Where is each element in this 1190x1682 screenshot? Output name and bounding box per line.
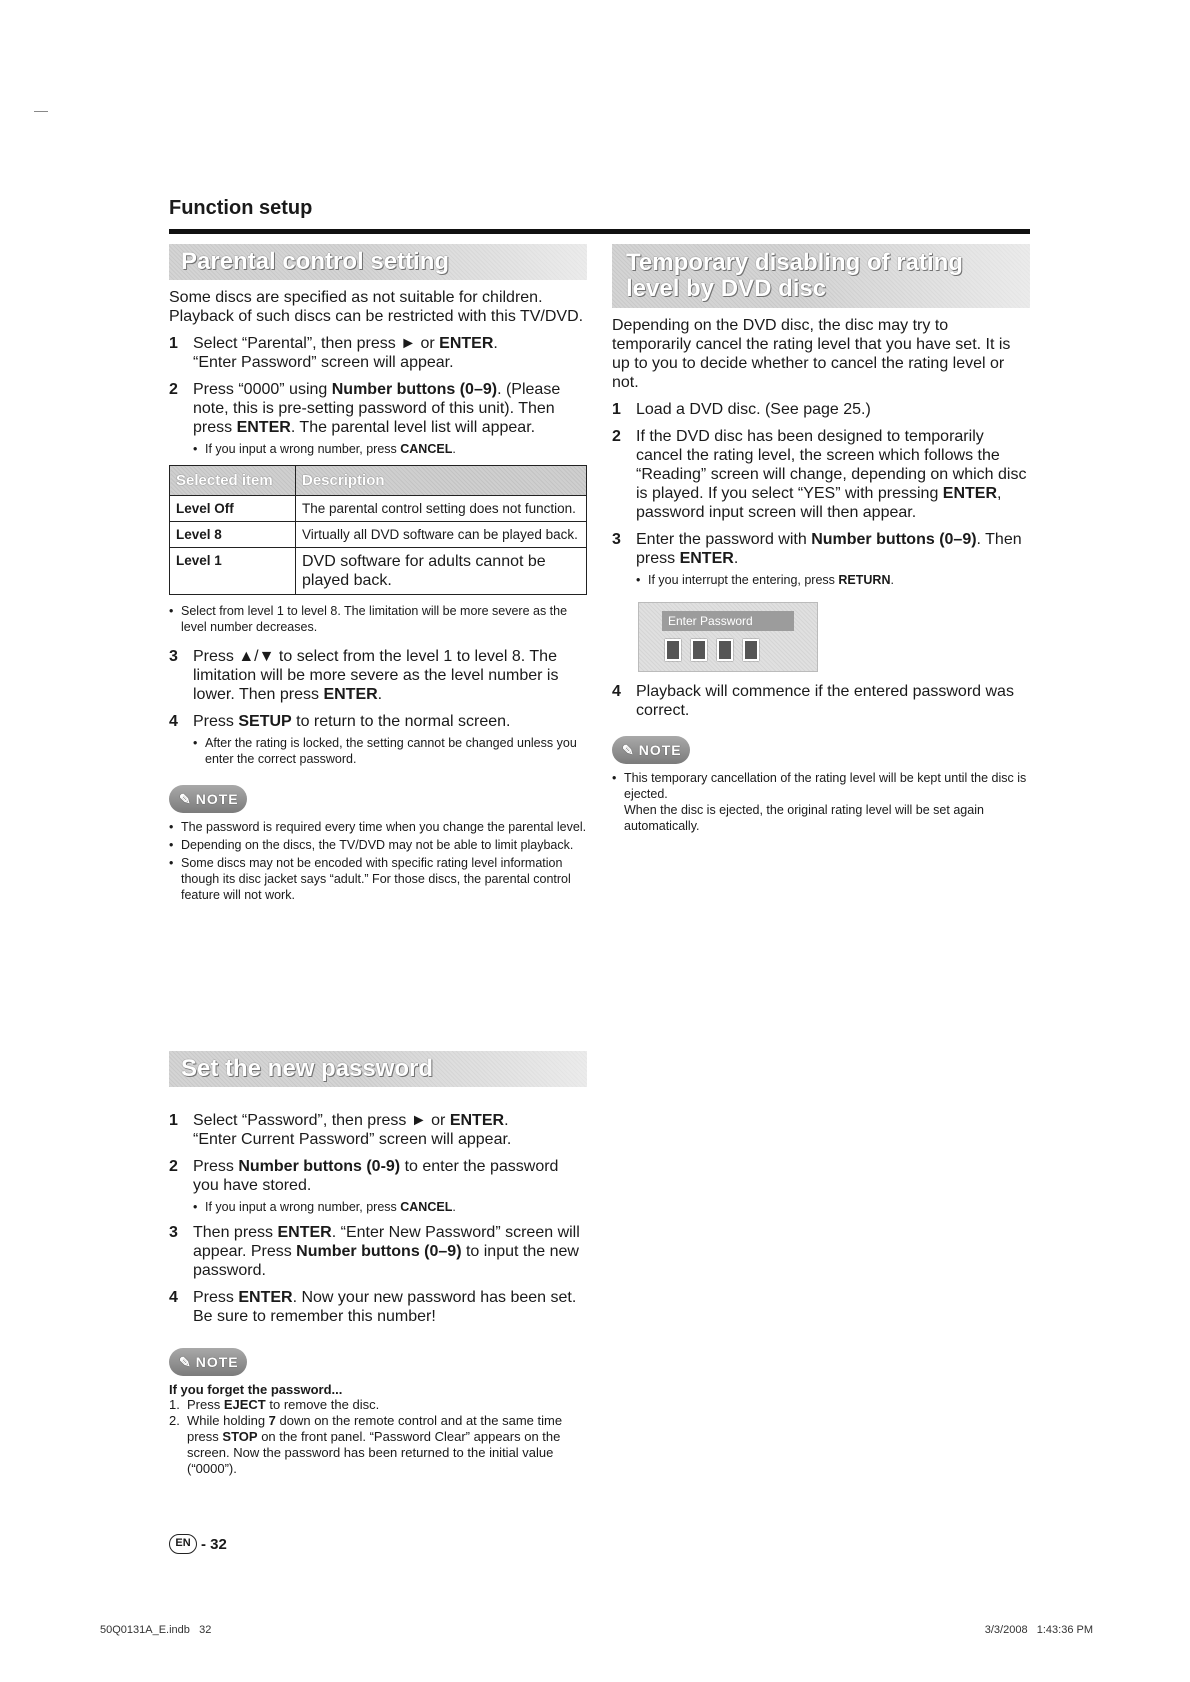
newpass-step-2: 2 Press Number buttons (0-9) to enter the password you have stored. • If you input a wrong number, press CANCEL. — [169, 1157, 587, 1215]
temporary-note — [612, 736, 1030, 834]
language-badge: EN — [169, 1534, 197, 1554]
table-row — [170, 522, 587, 548]
parental-intro: Some discs are specified as not suitable for children. Playback of such discs can be restricted with this TV/DVD. — [169, 289, 584, 325]
temporary-title: Temporary disabling of rating level by DVD disc — [612, 244, 1030, 308]
password-screen — [638, 602, 818, 672]
newpass-steps — [169, 1111, 587, 1326]
parental-step-1: 1 Select “Parental”, then press ► or ENTER. “Enter Password” screen will appear. — [169, 335, 498, 371]
note-item: • Some discs may not be encoded with specific rating level information though its disc jacket says “adult.” For those discs, the parental control feature will not work. — [169, 855, 587, 903]
temporary-intro: Depending on the DVD disc, the disc may try to temporarily cancel the rating level that you have set. It is up to you to decide whether to cancel the rating level or not. — [612, 317, 1011, 391]
password-digit — [665, 639, 681, 661]
table-footnote: • Select from level 1 to level 8. The limitation will be more severe as the level number decreases. — [169, 603, 587, 635]
password-digit — [691, 639, 707, 661]
newpass-step-3: 3 Then press ENTER. “Enter New Password” screen will appear. Press Number buttons (0–9) to input the new password. — [169, 1224, 580, 1279]
pencil-icon: ✎ — [179, 791, 192, 807]
forget-step-1: 1. Press EJECT to remove the disc. — [169, 1397, 380, 1412]
parental-steps-cont — [169, 647, 587, 767]
note-badge: ✎ NOTE — [169, 785, 247, 813]
password-digit — [743, 639, 759, 661]
parental-note — [169, 785, 587, 903]
note-item: • The password is required every time when you change the parental level. — [169, 819, 587, 835]
temporary-step-1: 1 Load a DVD disc. (See page 25.) — [612, 401, 871, 418]
password-screen-label: Enter Password — [662, 611, 794, 631]
parental-step-3: 3 Press ▲/▼ to select from the level 1 to level 8. The limitation will be more severe as the level number is lower. Then press ENTER. — [169, 648, 559, 703]
note-badge: ✎ NOTE — [612, 736, 690, 764]
temporary-step-3: 3 Enter the password with Number buttons (0–9). Then press ENTER. • If you interrupt the entering, press RETURN. — [612, 530, 1030, 588]
parental-section — [169, 244, 587, 905]
temporary-steps-cont — [612, 682, 1030, 720]
table-header: Selected item — [170, 466, 296, 496]
note-item: • This temporary cancellation of the rating level will be kept until the disc is ejected. When the disc is ejected, the original rating level will be set again automatically. — [612, 770, 1030, 834]
section-title: Function setup — [169, 197, 313, 219]
table-row — [170, 496, 587, 522]
newpass-step-4: 4 Press ENTER. Now your new password has been set. Be sure to remember this number! — [169, 1289, 577, 1325]
note-item: • Depending on the discs, the TV/DVD may not be able to limit playback. — [169, 837, 587, 853]
parental-title: Parental control setting — [169, 244, 587, 280]
temporary-steps — [612, 400, 1030, 588]
temporary-section — [612, 244, 1030, 836]
pencil-icon: ✎ — [179, 1354, 192, 1370]
footer-file: 50Q0131A_E.indb 32 — [100, 1624, 212, 1636]
table-header: Description — [296, 466, 587, 496]
newpass-note — [169, 1348, 587, 1477]
table-header-row — [170, 466, 587, 496]
table-cell-desc: The parental control setting does not function. — [296, 496, 587, 522]
footer-timestamp: 3/3/2008 1:43:36 PM — [984, 1624, 1093, 1636]
newpass-title: Set the new password — [169, 1051, 587, 1087]
table-cell-desc: DVD software for adults cannot be played back. — [296, 548, 587, 595]
header-rule — [169, 229, 1030, 234]
temporary-step-3-tip: • If you interrupt the entering, press RETURN. — [636, 572, 1030, 588]
forget-title: If you forget the password... — [169, 1382, 343, 1397]
page-number: EN - 32 — [169, 1534, 227, 1554]
forget-step-2: 2. While holding 7 down on the remote control and at the same time press STOP on the front panel. “Password Clear” appears on the screen. Now the password has been returned to the initial value (“0000”). — [169, 1413, 563, 1476]
newpass-section — [169, 1051, 587, 1477]
password-digits — [665, 639, 759, 661]
parental-steps — [169, 334, 587, 457]
parental-step-2-tip: • If you input a wrong number, press CANCEL. — [193, 441, 587, 457]
temporary-step-4: 4 Playback will commence if the entered password was correct. — [612, 683, 1014, 719]
table-row — [170, 548, 587, 595]
table-cell-item: Level Off — [170, 496, 296, 522]
table-cell-desc: Virtually all DVD software can be played back. — [296, 522, 587, 548]
margin-mark — [34, 111, 48, 112]
password-digit — [717, 639, 733, 661]
pencil-icon: ✎ — [622, 742, 635, 758]
table-cell-item: Level 8 — [170, 522, 296, 548]
parental-step-4-tip: • After the rating is locked, the setting cannot be changed unless you enter the correct password. — [193, 735, 587, 767]
parental-step-2: 2 Press “0000” using Number buttons (0–9). (Please note, this is pre-setting password of this unit). Then press ENTER. The parental level list will appear. • If you input a wrong number, press CANCEL. — [169, 380, 587, 457]
note-badge: ✎ NOTE — [169, 1348, 247, 1376]
temporary-step-2: 2 If the DVD disc has been designed to temporarily cancel the rating level, the screen which follows the “Reading” screen will change, depending on which disc is played. If you select “YES” with pressing ENTER, password input screen will then appear. — [612, 428, 1027, 521]
newpass-step-1: 1 Select “Password”, then press ► or ENTER. “Enter Current Password” screen will appear. — [169, 1112, 512, 1148]
table-cell-item: Level 1 — [170, 548, 296, 595]
parental-step-4: 4 Press SETUP to return to the normal screen. • After the rating is locked, the setting cannot be changed unless you enter the correct password. — [169, 712, 587, 767]
newpass-step-2-tip: • If you input a wrong number, press CANCEL. — [193, 1199, 587, 1215]
parental-level-table — [169, 465, 587, 595]
